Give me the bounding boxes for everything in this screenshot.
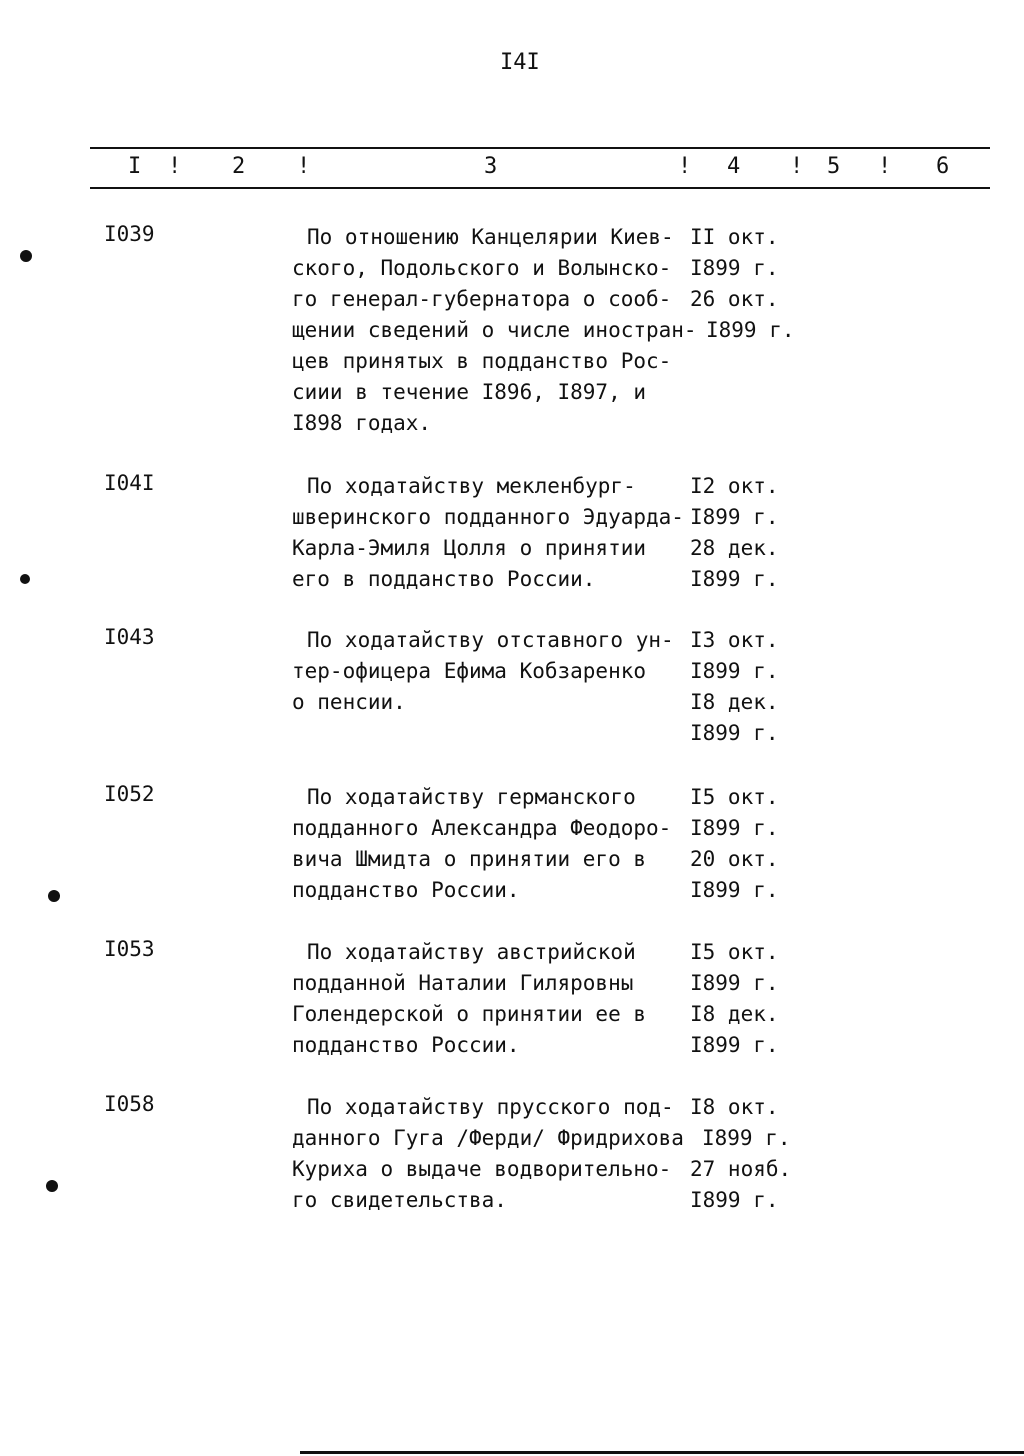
description-line: подданной Наталии Гиляровны: [292, 971, 634, 995]
description-line: По ходатайству мекленбург-: [307, 474, 636, 498]
date-line: I899 г.: [690, 256, 779, 280]
description-line: шверинского подданного Эдуарда-: [292, 505, 684, 529]
description-line: Карла-Эмиля Цолля о принятии: [292, 536, 647, 560]
record-number: I039: [104, 222, 155, 246]
date-line: I899 г.: [690, 816, 779, 840]
description-line: его в подданство России.: [292, 567, 596, 591]
binding-hole-mark: [46, 1180, 58, 1192]
date-line: 26 окт.: [690, 287, 779, 311]
date-line: I899 г.: [702, 1126, 791, 1150]
date-line: I5 окт.: [690, 940, 779, 964]
description-line: подданство России.: [292, 1033, 520, 1057]
description-line: вича Шмидта о принятии его в: [292, 847, 647, 871]
column-separator: !: [297, 154, 311, 179]
column-separator: !: [790, 154, 804, 179]
column-6-header: 6: [936, 154, 950, 179]
description-line: щении сведений о числе иностран-: [292, 318, 697, 342]
description-line: го свидетельства.: [292, 1188, 507, 1212]
date-line: I899 г.: [690, 1188, 779, 1212]
page-bottom-edge: [300, 1451, 1024, 1454]
date-line: I899 г.: [706, 318, 795, 342]
date-line: 20 окт.: [690, 847, 779, 871]
record-number: I04I: [104, 471, 155, 495]
date-line: I899 г.: [690, 878, 779, 902]
column-1-header: I: [128, 154, 142, 179]
column-2-header: 2: [232, 154, 246, 179]
date-line: I2 окт.: [690, 474, 779, 498]
description-line: подданство России.: [292, 878, 520, 902]
date-line: I8 дек.: [690, 690, 779, 714]
date-line: I899 г.: [690, 721, 779, 745]
description-line: о пенсии.: [292, 690, 406, 714]
page-number: I4I: [500, 50, 540, 75]
binding-hole-mark: [20, 250, 32, 262]
date-line: II окт.: [690, 225, 779, 249]
column-4-header: 4: [727, 154, 741, 179]
description-line: ского, Подольского и Волынско-: [292, 256, 672, 280]
column-separator: !: [168, 154, 182, 179]
table-header-bottom-rule: [90, 187, 990, 189]
binding-hole-mark: [20, 574, 30, 584]
description-line: По отношению Канцелярии Киев-: [307, 225, 674, 249]
description-line: По ходатайству германского: [307, 785, 636, 809]
date-line: I899 г.: [690, 567, 779, 591]
column-3-header: 3: [484, 154, 498, 179]
description-line: По ходатайству прусского под-: [307, 1095, 674, 1119]
table-header-top-rule: [90, 147, 990, 149]
date-line: I3 окт.: [690, 628, 779, 652]
date-line: I899 г.: [690, 1033, 779, 1057]
description-line: По ходатайству отставного ун-: [307, 628, 674, 652]
description-line: подданного Александра Феодоро-: [292, 816, 672, 840]
description-line: цев принятых в подданство Рос-: [292, 349, 672, 373]
date-line: I8 окт.: [690, 1095, 779, 1119]
date-line: I899 г.: [690, 659, 779, 683]
description-line: Голендерской о принятии ее в: [292, 1002, 647, 1026]
date-line: I8 дек.: [690, 1002, 779, 1026]
binding-hole-mark: [48, 890, 60, 902]
description-line: тер-офицера Ефима Кобзаренко: [292, 659, 647, 683]
description-line: Куриха о выдаче водворительно-: [292, 1157, 672, 1181]
record-number: I053: [104, 937, 155, 961]
description-line: данного Гуга /Ферди/ Фридрихова: [292, 1126, 684, 1150]
date-line: 28 дек.: [690, 536, 779, 560]
column-separator: !: [878, 154, 892, 179]
date-line: 27 нояб.: [690, 1157, 792, 1181]
record-number: I058: [104, 1092, 155, 1116]
date-line: I899 г.: [690, 505, 779, 529]
column-5-header: 5: [827, 154, 841, 179]
description-line: I898 годах.: [292, 411, 432, 435]
record-number: I043: [104, 625, 155, 649]
description-line: сиии в течение I896, I897, и: [292, 380, 647, 404]
column-separator: !: [678, 154, 692, 179]
description-line: По ходатайству австрийской: [307, 940, 636, 964]
date-line: I899 г.: [690, 971, 779, 995]
date-line: I5 окт.: [690, 785, 779, 809]
description-line: го генерал-губернатора о сооб-: [292, 287, 672, 311]
record-number: I052: [104, 782, 155, 806]
